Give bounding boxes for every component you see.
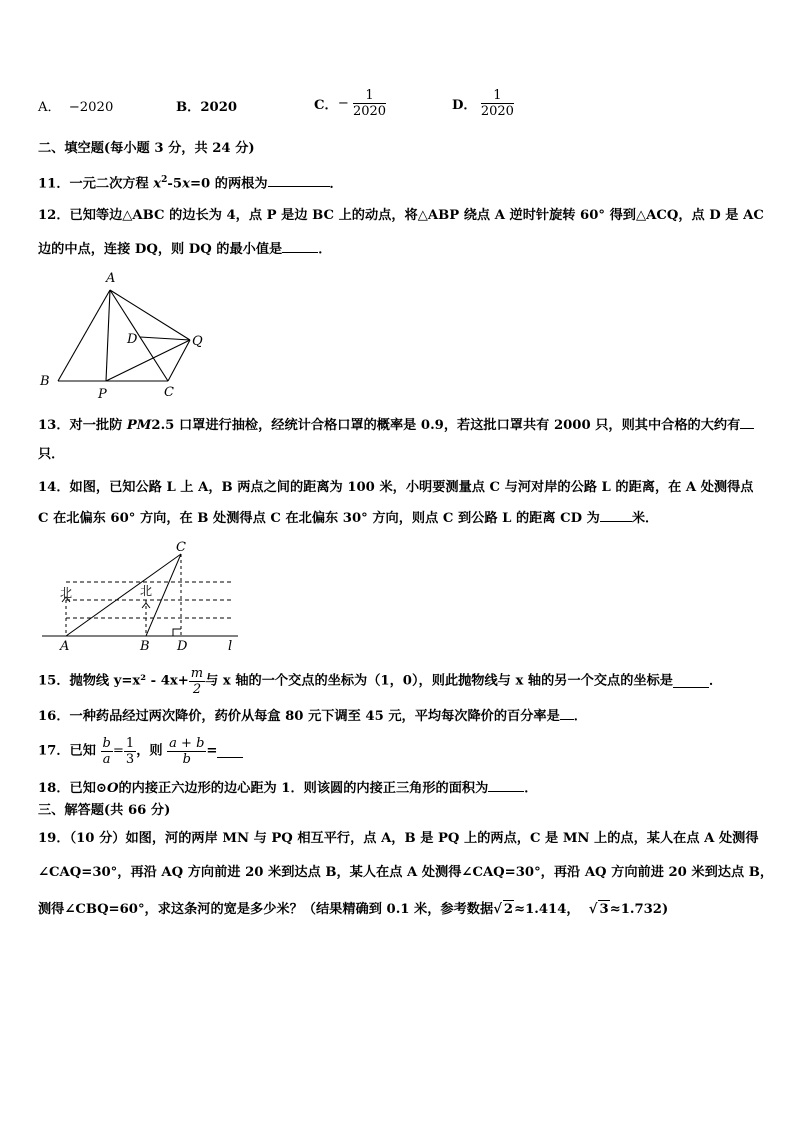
question-12-line1: 12．已知等边△ABC 的边长为 4，点 P 是边 BC 上的动点，将△ABP 绕点 A 逆时针旋转 60° 得到△ACQ，点 D 是 AC <box>38 208 764 223</box>
answer-blank[interactable] <box>268 174 330 187</box>
question-14-line2: C 在北偏东 60° 方向，在 B 处测得点 C 在北偏东 30° 方向，则点 C 到公路 L 的距离 CD 为 米． <box>38 511 659 526</box>
label-a: A <box>106 271 116 286</box>
label-b: B <box>40 374 50 389</box>
section-3-heading: 三、解答题(共 66 分) <box>38 803 171 818</box>
question-19-line2: ∠CAQ=30°，再沿 AQ 方向前进 20 米到达点 B，某人在点 A 处测得∠CAQ=30°，再沿 AQ 方向前进 20 米到达点 B， <box>38 865 774 880</box>
option-d: D． $\frac{1}{2020}$ <box>452 88 514 119</box>
label-c: C <box>176 540 186 555</box>
label-p: P <box>98 387 107 402</box>
option-a: A． −2020 <box>38 100 114 115</box>
option-c: C．− $\frac{1}{2020}$ <box>314 88 387 119</box>
question-13-line2: 只． <box>38 447 65 462</box>
question-12-line2: 边的中点，连接 DQ，则 DQ 的最小值是 ． <box>38 242 332 257</box>
figure-q14-river <box>38 538 248 656</box>
question-18: 18．已知⊙O的内接正六边形的边心距为 1．则该圆的内接正三角形的面积为 ． <box>38 781 538 796</box>
answer-blank[interactable] <box>282 240 318 253</box>
question-15: 15．抛物线 y=x² - 4x+ $\frac{m}{2}$ 与 x 轴的一个交点的坐标为（1，0），则此抛物线与 x 轴的另一个交点的坐标是 ． <box>38 666 723 697</box>
question-16: 16．一种药品经过两次降价，药价从每盒 80 元下调至 45 元，平均每次降价的百分率是 ． <box>38 709 587 724</box>
question-11: 11．一元二次方程 $x^2-5x=0$ 的两根为 ． <box>38 175 343 192</box>
question-19-line1: 19．（10 分）如图，河的两岸 MN 与 PQ 相互平行，点 A，B 是 PQ 上的两点，C 是 MN 上的点，某人在点 A 处测得 <box>38 831 759 846</box>
figure-q12-triangle <box>30 268 220 403</box>
north-label-b: 北 <box>140 584 153 598</box>
answer-blank[interactable] <box>673 675 709 688</box>
option-b: B．2020 <box>176 100 238 115</box>
label-q: Q <box>192 334 203 349</box>
label-c: C <box>164 385 174 400</box>
question-17: 17．已知 $\frac{b}{a}$ = $\frac{1}{3}$ ，则 $\frac{a + b}{b}$ = <box>38 736 243 767</box>
question-14-line1: 14．如图，已知公路 L 上 A，B 两点之间的距离为 100 米，小明要测量点 C 与河对岸的公路 L 的距离，在 A 处测得点 <box>38 480 754 495</box>
answer-blank[interactable] <box>217 745 243 758</box>
answer-blank[interactable] <box>488 779 524 792</box>
label-d: D <box>177 639 188 654</box>
answer-blank[interactable] <box>560 707 574 720</box>
north-label-a: 北 <box>60 586 73 600</box>
question-19-line3: 测得∠CBQ=60°，求这条河的宽是多少米？（结果精确到 0.1 米，参考数据√ 2≈1.414， √ 3≈1.732) <box>38 902 669 917</box>
answer-blank[interactable] <box>740 416 754 429</box>
section-2-heading: 二、填空题(每小题 3 分，共 24 分) <box>38 141 255 156</box>
label-l: l <box>228 639 233 654</box>
question-13-line1: 13．对一批防 PM2.5 口罩进行抽检，经统计合格口罩的概率是 0.9，若这批口罩共有 2000 只，则其中合格的大约有 <box>38 416 754 435</box>
answer-blank[interactable] <box>600 509 632 522</box>
label-d: D <box>127 332 138 347</box>
label-a: A <box>60 639 70 654</box>
label-b: B <box>140 639 150 654</box>
